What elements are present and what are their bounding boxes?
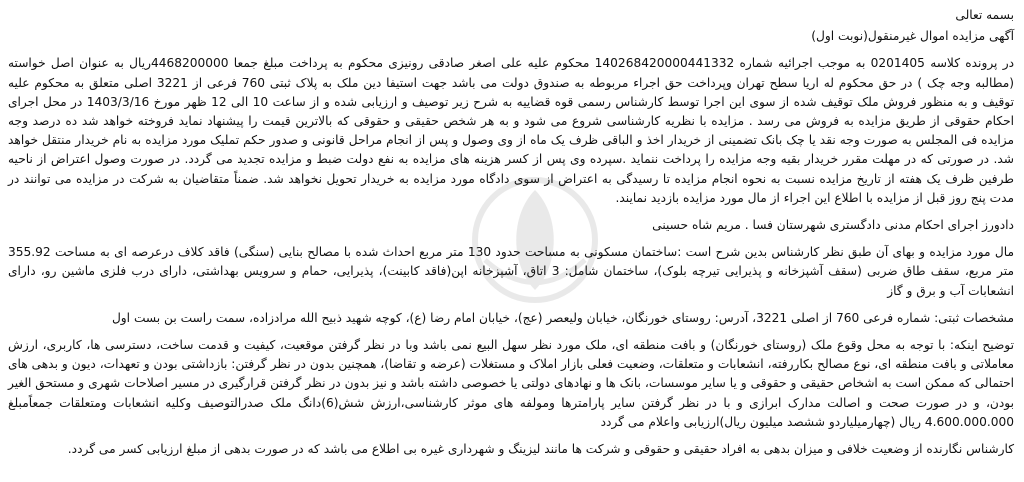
notice-title: آگهی مزایده اموال غیرمنقول(نوبت اول) bbox=[811, 29, 1014, 44]
auction-notice bbox=[8, 4, 1014, 467]
registration-details-paragraph: مشخصات ثبتی: شماره فرعی 760 از اصلی 3221، آدرس: روستای خورنگان، خیابان ولیعصر (عج)، خیابان امام رضا (ع)، کوچه شهید ذبیح الله مرادزاده، سمت راست بن بست اول bbox=[111, 310, 1014, 325]
basmala-heading: بسمه تعالی bbox=[955, 8, 1014, 22]
expert-disclaimer-paragraph: کارشناس نگارنده از وضعیت خلافی و میزان بدهی به افراد حقیقی و حقوقی و شرکت ها مانند لیزینگ و شهرداری غیره بی اطلاع می باشد که در صورت بدهی از مبلغ ارزیابی کسر می گردد. bbox=[67, 442, 1014, 457]
officer-signature-line: دادورز اجرای احکام مدنی دادگستری شهرستان فسا . مریم شاه حسینی bbox=[652, 218, 1014, 233]
notice-body-paragraph: در پرونده کلاسه 0201405 به موجب اجرائیه شماره 140268420000441332 محکوم علیه علی اصغر صادقی رونیزی محکوم به پرداخت مبلغ جمعا 4468200000ریال به عنوان اصل خواسته (مطالبه وجه چک ) در حق محکوم له اریا سطح تهران وپرداخت حق اجراء مربوطه به صندوق دولت می باشد جهت استیفا دین ملک به پلاک ثبتی 760 فرعی از 3221 اصلی متعلق به محکوم علیه توقیف و به منظور فروش ملک توقیف شده از سوی این اجرا توسط کارشناس رسمی قوه قضاییه به شرح زیر توصیف و ارزیابی شده و از ساعت 10 الی 12 ظهر مورخ 1403/3/16 در محل اجرای احکام حقوقی از طریق مزایده به فروش می رسد . مزایده با نظریه کارشناسی شروع می شود و به هر شخص حقیقی و حقوقی که بالاترین قیمت را پیشنهاد نماید فروخته خواهد شد ده درصد وجه مزایده فی المجلس به صورت وجه نقد یا چک بانک تضمینی از خریدار اخذ و الباقی ظرف یک ماه از وی وصول و پس از انجام مراحل قانونی و صدور حکم تملیک مورد مزایده به نام خریدار منتقل خواهد شد. در صورتی که در مهلت مقرر خریدار بقیه وجه مزایده را پرداخت ننماید .سپرده وی پس از کسر هزینه های مزایده به نفع دولت ضبط و مزایده تجدید می گردد. در صورت وصول اعتراض از ناحیه طرفین ظرف یک هفته از تاریخ مزایده نسبت به نحوه انجام مزایده تا رسیدگی به اعتراض از سوی دادگاه مورد مزایده به خریدار تحویل نخواهد شد. ضمناً متقاضیان به شرکت در مزایده می توانند در مدت پنج روز قبل از مزایده با اطلاع این اجراء از مال مورد مزایده بازدید نمایند. bbox=[8, 56, 1015, 205]
property-description-paragraph: مال مورد مزایده و بهای آن طبق نظر کارشناس بدین شرح است :ساختمان مسکونی به مساحت حدود 130 متر مربع احداث شده با مصالح بنایی (سنگی) فاقد کلاف درعرصه ای به مساحت 355.92 متر مربع، سقف طاق ضربی (سقف آشپزخانه و پذیرایی تیرچه بلوک)، ساختمان شامل: 3 اتاق، آشپزخانه اپن(فاقد کابینت)، پذیرایی، حمام و سرویس بهداشتی، دارای درب فلزی ماشین رو، دارای انشعابات آب و برق و گاز bbox=[8, 245, 1014, 298]
valuation-explanation-paragraph: توضیح اینکه: با توجه به محل وقوع ملک (روستای خورنگان) و بافت منطقه ای، ملک مورد نظر سهل البیع نمی باشد وبا در نظر گرفتن موقعیت، کیفیت و قدمت ساخت، دسترسی ها، کاربری، ارزش معاملاتی و بافت منطقه ای، نوع مصالح بکاررفته، انشعابات و متعلقات، وضعیت فعلی بازار املاک و مستغلات (عرضه و تقاضا)، همچنین بدون در نظر گرفتن: بازداشتی بودن و تعهدات، دیون و بدهی های احتمالی که ممکن است به اشخاص حقیقی و حقوقی و یا سایر موسسات، بانک ها و نهادهای دولتی یا خصوصی داشته باشد و نیز بدون در نظر گرفتن قرارگیری در مسیر اصلاحات شهری و مستحق الغیر بودن، و در صورت صحت و اصالت مدارک ابرازی و با در نظر گرفتن سایر پارامترها ومولفه های موثر کارشناسی،ارزش شش(6)دانگ ملک صدرالتوصیف وکلیه انشعابات ومتعلقات جمعاًمبلغ 4.600.000.000 ریال (چهارمیلیاردو ششصد میلیون ریال)ارزیابی واعلام می گردد bbox=[8, 338, 1014, 429]
